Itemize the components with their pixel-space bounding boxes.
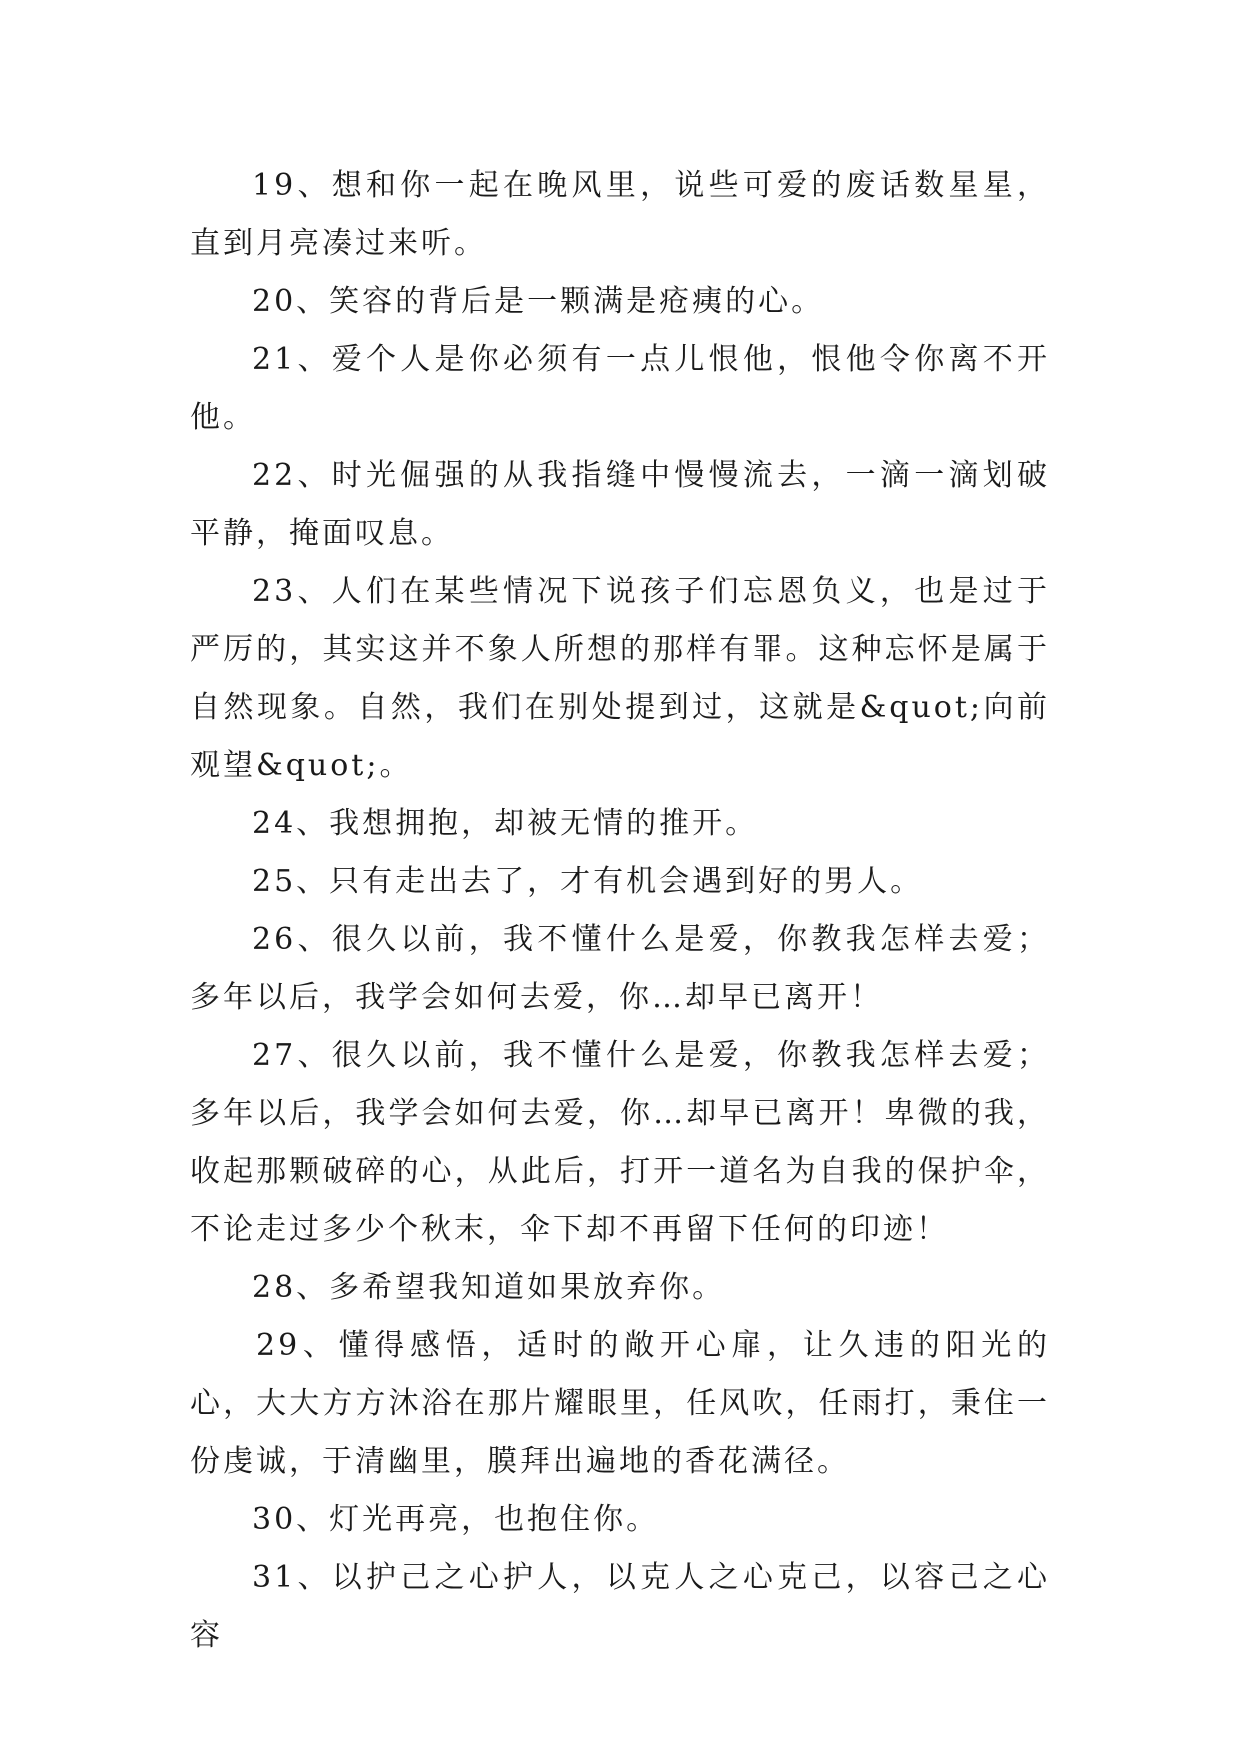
paragraph-21: 21、爱个人是你必须有一点儿恨他，恨他令你离不开他。 [190, 342, 1050, 435]
paragraph-24: 24、我想拥抱，却被无情的推开。 [252, 806, 759, 841]
paragraph-25: 25、只有走出去了，才有机会遇到好的男人。 [252, 864, 924, 899]
paragraph-26: 26、很久以前，我不懂什么是爱，你教我怎样去爱；多年以后，我学会如何去爱，你…却早已离开！ [190, 922, 1050, 1015]
document-body [190, 157, 1050, 1665]
paragraph-22: 22、时光倔强的从我指缝中慢慢流去，一滴一滴划破平静，掩面叹息。 [190, 458, 1050, 551]
paragraph-30: 30、灯光再亮，也抱住你。 [252, 1502, 660, 1537]
paragraph-29: 29、懂得感悟，适时的敞开心扉，让久违的阳光的心，大大方方沐浴在那片耀眼里，任风吹，任雨打，秉住一份虔诚，于清幽里，膜拜出遍地的香花满径。 [190, 1328, 1050, 1479]
paragraph-19: 19、想和你一起在晚风里，说些可爱的废话数星星，直到月亮凑过来听。 [190, 168, 1050, 261]
paragraph-23: 23、人们在某些情况下说孩子们忘恩负义，也是过于严厉的，其实这并不象人所想的那样有罪。这种忘怀是属于自然现象。自然，我们在别处提到过，这就是&quot;向前观望&quot;。 [190, 574, 1050, 783]
paragraph-28: 28、多希望我知道如果放弃你。 [252, 1270, 726, 1305]
paragraph-20: 20、笑容的背后是一颗满是疮痍的心。 [252, 284, 825, 319]
paragraph-27: 27、很久以前，我不懂什么是爱，你教我怎样去爱；多年以后，我学会如何去爱，你…却早已离开！卑微的我，收起那颗破碎的心，从此后，打开一道名为自我的保护伞，不论走过多少个秋末，伞下却不再留下任何的印迹！ [190, 1038, 1050, 1247]
paragraph-31: 31、以护己之心护人，以克人之心克己，以容己之心容 [190, 1560, 1050, 1653]
